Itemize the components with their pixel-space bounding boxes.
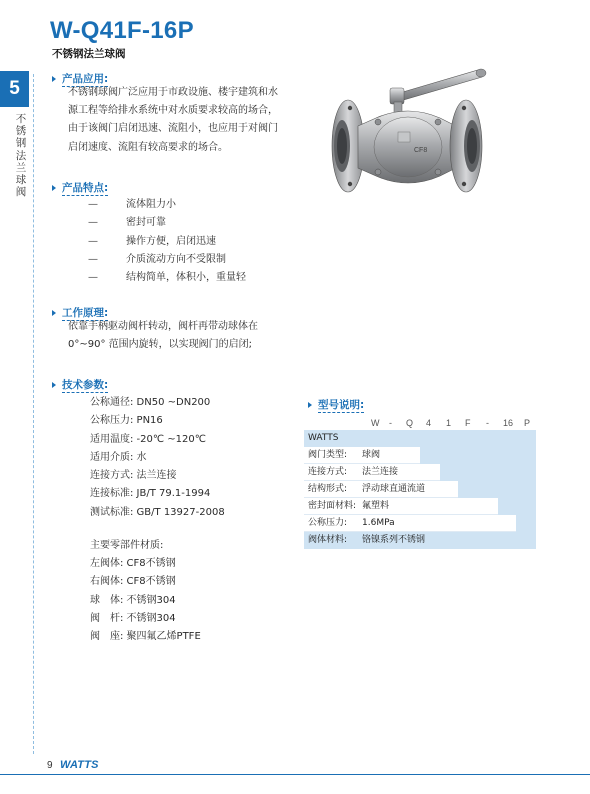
model-band <box>498 498 536 515</box>
model-row-value: 氟塑料 <box>362 501 390 511</box>
application-line: 由于该阀门启闭迅速、流阻小，也应用于对阀门 <box>68 123 278 135</box>
dash-icon: — <box>88 199 98 210</box>
dash-icon: — <box>88 253 98 265</box>
bullet-icon <box>52 382 56 388</box>
feature-text: 介质流动方向不受限制 <box>126 253 226 265</box>
model-row-label: 阀体材料: <box>308 535 348 545</box>
application-line: 源工程等给排水系统中对水质要求较高的场合， <box>68 105 278 117</box>
model-row <box>304 447 420 464</box>
principle-line: 0°~90° 范围内旋转，以实现阀门的启闭; <box>68 339 253 351</box>
side-divider <box>33 74 34 754</box>
list-item <box>88 269 246 287</box>
model-code-char: 1 <box>446 418 452 428</box>
dash-icon: — <box>88 272 98 284</box>
model-row-value: 球阀 <box>362 450 381 460</box>
list-item <box>88 214 246 232</box>
spec-item: 连接方式: 法兰连接 <box>90 470 177 482</box>
model-row-value: 1.6MPa <box>362 518 395 528</box>
bullet-icon <box>52 310 56 316</box>
feature-text: 结构简单，体积小，重量轻 <box>126 272 246 284</box>
material-item: 阀 座: 聚四氟乙烯PTFE <box>90 631 201 643</box>
specs-list <box>90 394 225 522</box>
model-row-value: 法兰连接 <box>362 467 399 477</box>
application-line: 不锈钢球阀广泛应用于市政设施、楼宇建筑和水 <box>68 87 278 98</box>
principle-text <box>68 318 258 354</box>
features-list <box>88 196 246 287</box>
model-row-label: 阀门类型: <box>308 450 348 460</box>
application-line: 启闭速度、流阻有较高要求的场合。 <box>68 141 228 153</box>
watts-logo: WATTS <box>60 759 99 771</box>
list-item <box>88 233 246 251</box>
model-row-brand <box>304 430 536 447</box>
spec-item: 公称通径: DN50 ~DN200 <box>90 397 211 408</box>
spec-item: 连接标准: JB/T 79.1-1994 <box>90 488 211 500</box>
model-code-char: P <box>524 418 531 428</box>
feature-text: 密封可靠 <box>126 217 166 229</box>
page-title: W-Q41F-16P <box>50 17 194 44</box>
model-heading-label: 型号说明: <box>318 399 365 411</box>
principle-heading-label: 工作原理: <box>62 307 109 319</box>
model-code-char: 16 <box>503 418 514 428</box>
dash-icon: — <box>88 217 98 229</box>
model-row-label: 密封面材料: <box>308 501 357 511</box>
model-heading <box>308 397 364 413</box>
model-row-label: WATTS <box>308 433 339 443</box>
model-code-char: - <box>389 418 392 428</box>
application-text <box>68 84 278 157</box>
bullet-icon <box>52 76 56 82</box>
model-band <box>420 447 536 464</box>
model-code-char: - <box>486 418 489 428</box>
ball-valve-image <box>328 64 488 196</box>
spec-item: 测试标准: GB/T 13927-2008 <box>90 506 225 518</box>
feature-text: 流体阻力小 <box>126 199 176 210</box>
model-row-label: 公称压力: <box>308 518 348 528</box>
model-row <box>304 515 516 532</box>
list-item <box>88 251 246 269</box>
footer-divider <box>0 774 590 775</box>
model-row-value: 铬镍系列不锈钢 <box>362 535 426 545</box>
model-code-char: F <box>465 418 471 428</box>
feature-text: 操作方便，启闭迅速 <box>126 235 216 247</box>
model-band <box>516 515 536 532</box>
bullet-icon <box>308 402 312 408</box>
spec-item: 公称压力: PN16 <box>90 415 163 427</box>
model-code-char: Q <box>406 418 414 428</box>
chapter-tab: 5 <box>0 71 29 107</box>
model-row <box>304 464 440 481</box>
bullet-icon <box>52 185 56 191</box>
list-item <box>88 196 246 214</box>
model-row <box>304 498 498 515</box>
materials-heading: 主要零部件材质: <box>90 540 164 551</box>
material-item: 球 体: 不锈钢304 <box>90 594 176 606</box>
page-subtitle: 不锈钢法兰球阀 <box>52 48 126 60</box>
features-heading <box>52 180 108 196</box>
specs-heading <box>52 377 108 393</box>
model-band <box>458 481 536 498</box>
chapter-title: 不锈钢法兰球阀 <box>15 113 27 199</box>
page-number: 9 <box>47 760 53 771</box>
model-code-char: 4 <box>426 418 432 428</box>
spec-item: 适用温度: -20℃ ~120℃ <box>90 433 206 445</box>
application-heading-label: 产品应用: <box>62 73 109 85</box>
model-row <box>304 532 536 549</box>
material-item: 左阀体: CF8不锈钢 <box>90 558 176 570</box>
model-row-label: 结构形式: <box>308 484 348 494</box>
model-row-label: 连接方式: <box>308 467 348 477</box>
model-row <box>304 481 458 498</box>
model-band <box>440 464 536 481</box>
material-item: 右阀体: CF8不锈钢 <box>90 576 176 588</box>
specs-heading-label: 技术参数: <box>62 379 109 391</box>
body-marking: CF8 <box>414 147 428 154</box>
dash-icon: — <box>88 235 98 247</box>
material-item: 阀 杆: 不锈钢304 <box>90 612 176 624</box>
features-heading-label: 产品特点: <box>62 182 109 194</box>
model-explanation-chart <box>304 430 536 550</box>
model-row-value: 浮动球直通流道 <box>362 484 426 494</box>
model-code-char: W <box>371 418 380 428</box>
principle-line: 依靠手柄驱动阀杆转动，阀杆再带动球体在 <box>68 321 258 332</box>
spec-item: 适用介质: 水 <box>90 451 147 463</box>
materials-list <box>90 537 201 646</box>
